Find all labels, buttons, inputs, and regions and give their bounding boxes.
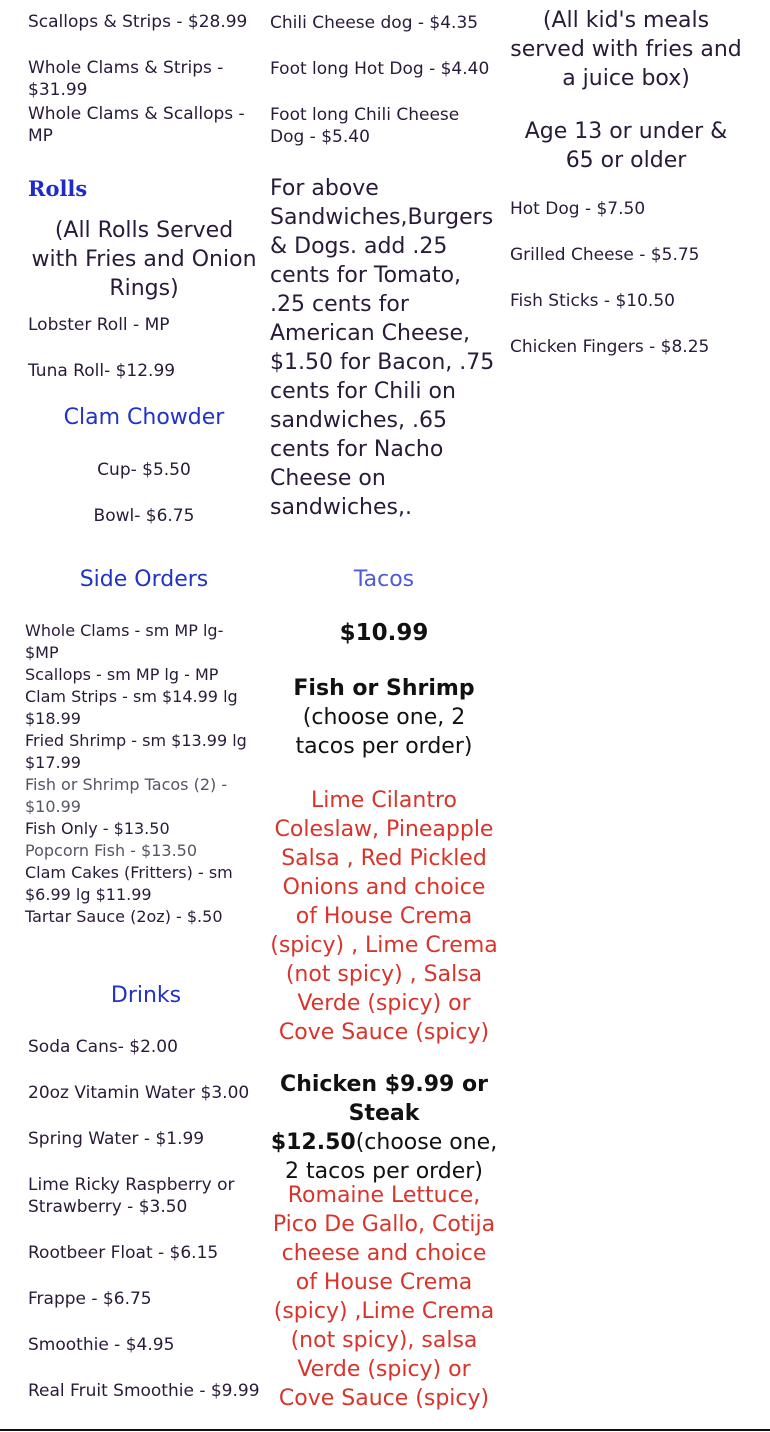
chicken-steak-title: Chicken $9.99 or Steak $12.50: [270, 1072, 488, 1155]
menu-item: Foot long Hot Dog - $4.40: [270, 59, 490, 79]
menu-item: Chicken Fingers - $8.25: [510, 337, 710, 357]
chicken-steak-desc: Romaine Lettuce, Pico De Gallo, Cotija cheese and choice of House Crema (spicy) ,Lime Crema (not spicy), salsa Verde (spicy) or Cove Sauce (spicy): [272, 1183, 496, 1411]
tacos-price: $10.99: [339, 620, 429, 646]
fish-shrimp-desc: Lime Cilantro Coleslaw, Pineapple Salsa , Red Pickled Onions and choice of House Crema (spicy) , Lime Crema (not spicy) , Salsa Verde (spicy) or Cove Sauce (spicy): [270, 788, 498, 1045]
menu-item: Whole Clams & Scallops - MP: [28, 104, 245, 146]
age-note: Age 13 or under & 65 or older: [524, 119, 728, 173]
menu-item: Scallops & Strips - $28.99: [28, 12, 248, 32]
kids-note: (All kid's meals served with fries and a juice box): [510, 8, 742, 91]
menu-item: Grilled Cheese - $5.75: [510, 245, 700, 265]
rolls-note: (All Rolls Served with Fries and Onion Rings): [31, 218, 257, 301]
menu-item: Whole Clams & Strips - $31.99: [28, 58, 224, 100]
drink-item: Spring Water - $1.99: [28, 1129, 205, 1149]
menu-item: Bowl- $6.75: [93, 506, 195, 526]
side-order-item: Fried Shrimp - sm $13.99 lg $17.99: [25, 731, 247, 772]
menu-item: Foot long Chili Cheese Dog - $5.40: [270, 105, 460, 147]
drink-item: Real Fruit Smoothie - $9.99: [28, 1381, 260, 1401]
fish-shrimp-sub: (choose one, 2 tacos per order): [295, 705, 473, 759]
fish-shrimp-block: [270, 674, 498, 761]
side-order-item: Clam Cakes (Fritters) - sm $6.99 lg $11.99: [25, 863, 233, 904]
side-order-item: Whole Clams - sm MP lg- $MP: [25, 621, 224, 662]
drinks-heading: Drinks: [110, 983, 182, 1008]
tacos-heading: Tacos: [353, 567, 415, 592]
chicken-steak-sub: (choose one, 2 tacos per order): [285, 1130, 498, 1184]
menu-item: Lobster Roll - MP: [28, 315, 170, 335]
side-order-item: Clam Strips - sm $14.99 lg $18.99: [25, 687, 238, 728]
clam-chowder-heading: Clam Chowder: [63, 405, 225, 430]
menu-item: Chili Cheese dog - $4.35: [270, 13, 479, 33]
side-order-item: Fish or Shrimp Tacos (2) - $10.99: [25, 775, 228, 816]
side-order-item: Tartar Sauce (2oz) - $.50: [25, 907, 223, 926]
menu-item: Fish Sticks - $10.50: [510, 291, 675, 311]
addons-note: For above Sandwiches,Burgers & Dogs. add .25 cents for Tomato, .25 cents for American Cheese, $1.50 for Bacon, .75 cents for Chili on sandwiches, .65 cents for Nacho Cheese on sandwiches,.: [270, 176, 495, 520]
drink-item: Lime Ricky Raspberry or Strawberry - $3.50: [28, 1175, 235, 1217]
page-bottom-rule: [0, 1429, 770, 1431]
chicken-steak-block: [270, 1070, 498, 1186]
drink-item: Frappe - $6.75: [28, 1289, 152, 1309]
side-order-item: Scallops - sm MP lg - MP: [25, 665, 219, 684]
drink-item: 20oz Vitamin Water $3.00: [28, 1083, 250, 1103]
fish-shrimp-title: Fish or Shrimp: [293, 676, 475, 701]
side-orders-heading: Side Orders: [79, 567, 209, 592]
drink-item: Soda Cans- $2.00: [28, 1037, 178, 1057]
drink-item: Smoothie - $4.95: [28, 1335, 175, 1355]
drink-item: Rootbeer Float - $6.15: [28, 1243, 219, 1263]
side-orders-list: [25, 620, 261, 928]
menu-item: Hot Dog - $7.50: [510, 199, 646, 219]
rolls-heading: Rolls: [28, 176, 88, 201]
menu-item: Tuna Roll- $12.99: [28, 361, 176, 381]
side-order-item: Popcorn Fish - $13.50: [25, 841, 198, 860]
side-order-item: Fish Only - $13.50: [25, 819, 170, 838]
menu-item: Cup- $5.50: [97, 460, 191, 480]
